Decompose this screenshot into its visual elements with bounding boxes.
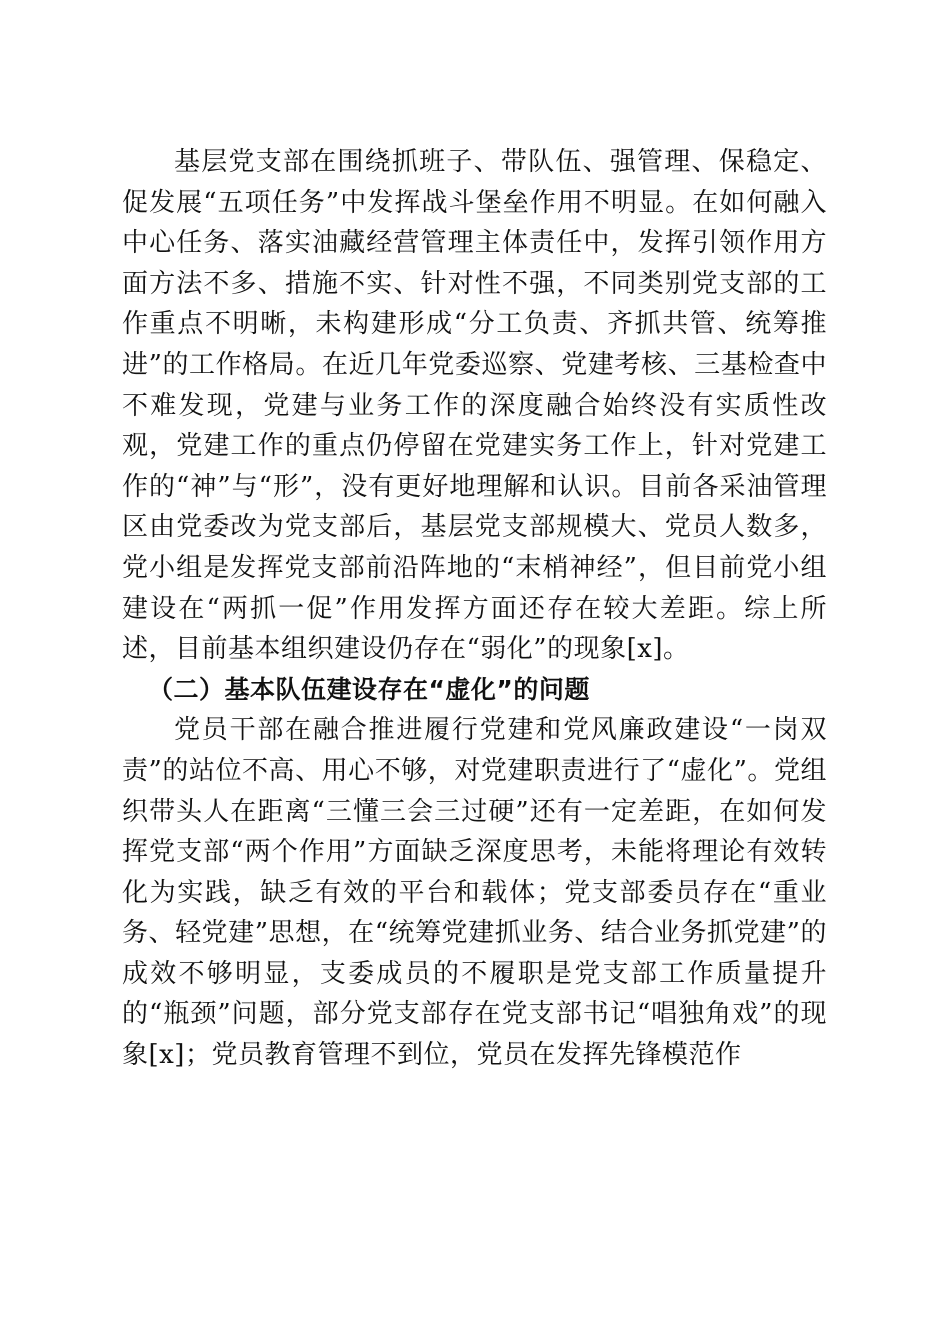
body-paragraph-2: 党员干部在融合推进履行党建和党风廉政建设“一岗双责”的站位不高、用心不够，对党建职责进行了“虚化”。党组织带头人在距离“三懂三会三过硬”还有一定差距，在如何发挥党支部“两个作用”方面缺乏深度思考，未能将理论有效转化为实践，缺乏有效的平台和载体；党支部委员存在“重业务、轻党建”思想，在“统筹党建抓业务、结合业务抓党建”的成效不够明显，支委成员的不履职是党支部工作质量提升的“瓶颈”问题，部分党支部存在党支部书记“唱独角戏”的现象[x]；党员教育管理不到位，党员在发挥先锋模范作: [122, 715, 827, 1071]
section-heading-2: （二）基本队伍建设存在“虚化”的问题: [148, 674, 590, 704]
body-paragraph-1: 基层党支部在围绕抓班子、带队伍、强管理、保稳定、促发展“五项任务”中发挥战斗堡垒作用不明显。在如何融入中心任务、落实油藏经营管理主体责任中，发挥引领作用方面方法不多、措施不实、针对性不强，不同类别党支部的工作重点不明晰，未构建形成“分工负责、齐抓共管、统筹推进”的工作格局。在近几年党委巡察、党建考核、三基检查中不难发现，党建与业务工作的深度融合始终没有实质性改观，党建工作的重点仍停留在党建实务工作上，针对党建工作的“神”与“形”，没有更好地理解和认识。目前各采油管理区由党委改为党支部后，基层党支部规模大、党员人数多，党小组是发挥党支部前沿阵地的“末梢神经”，但目前党小组建设在“两抓一促”作用发挥方面还存在较大差距。综上所述，目前基本组织建设仍存在“弱化”的现象[x]。: [122, 147, 827, 665]
document-body: [122, 142, 827, 1076]
